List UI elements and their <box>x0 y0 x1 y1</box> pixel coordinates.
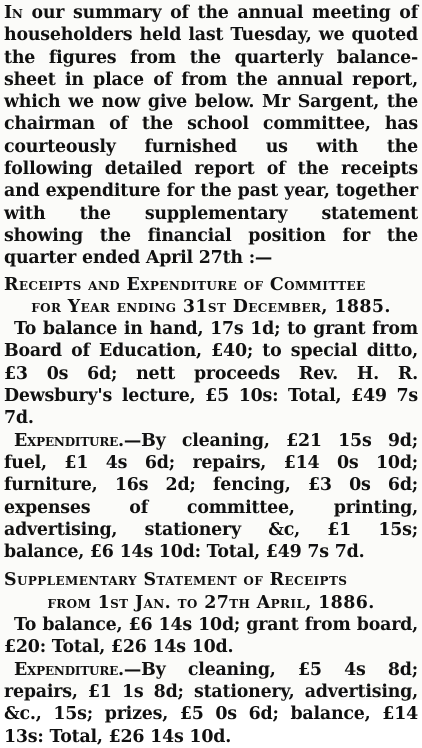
section1-expenditure <box>4 430 418 564</box>
section1-heading-line1: Receipts and Expenditure of Committee <box>4 274 366 295</box>
intro-first-word: In <box>4 3 23 23</box>
section2-heading-line2: from 1st Jan. to 27th April, 1886. <box>47 592 375 613</box>
section1-heading <box>4 274 418 319</box>
article-column <box>4 2 418 748</box>
section1-receipts: To balance in hand, 17s 1d; to grant from Board of Education, £40; to special ditto, £3 0s 6d; nett proceeds Rev. H. R. Dewsbury's lecture, £5 10s: Total, £49 7s 7d. <box>4 319 418 429</box>
section1-heading-line2: for Year ending 31st December, 1885. <box>31 296 391 317</box>
section2-heading <box>4 569 418 614</box>
intro-paragraph <box>4 2 418 270</box>
section1-expenditure-text: —By cleaning, £21 15s 9d; fuel, £1 4s 6d; repairs, £14 0s 10d; furniture, 16s 2d; fencing, £3 0s 6d; expenses of committee, printing, advertising, stationery &c, £1 15s; balance, £6 14s 10d: Total, £49 7s 7d. <box>4 430 418 563</box>
section2-heading-line1: Supplementary Statement of Receipts <box>4 570 348 591</box>
section1-expenditure-label: Expenditure. <box>14 430 124 451</box>
intro-text: our summary of the annual meeting of householders held last Tuesday, we quoted the figures from the quarterly balance-sheet in place of from the annual report, which we now give below. Mr Sargent, the chairman of the school committee, has courteously furnished us with the following detailed report of the receipts and expenditure for the past year, together with the supplementary statement showing the financial position for the quarter ended April 27th :— <box>4 3 418 269</box>
section2-expenditure <box>4 659 418 748</box>
section2-expenditure-label: Expenditure. <box>14 659 124 680</box>
section2-expenditure-text: —By cleaning, £5 4s 8d; repairs, £1 1s 8d; stationery, advertising, &c., 15s; prizes, £5 0s 6d; balance, £14 13s: Total, £26 14s 10d. <box>4 659 418 747</box>
section2-receipts: To balance, £6 14s 10d; grant from board, £20: Total, £26 14s 10d. <box>4 615 418 658</box>
